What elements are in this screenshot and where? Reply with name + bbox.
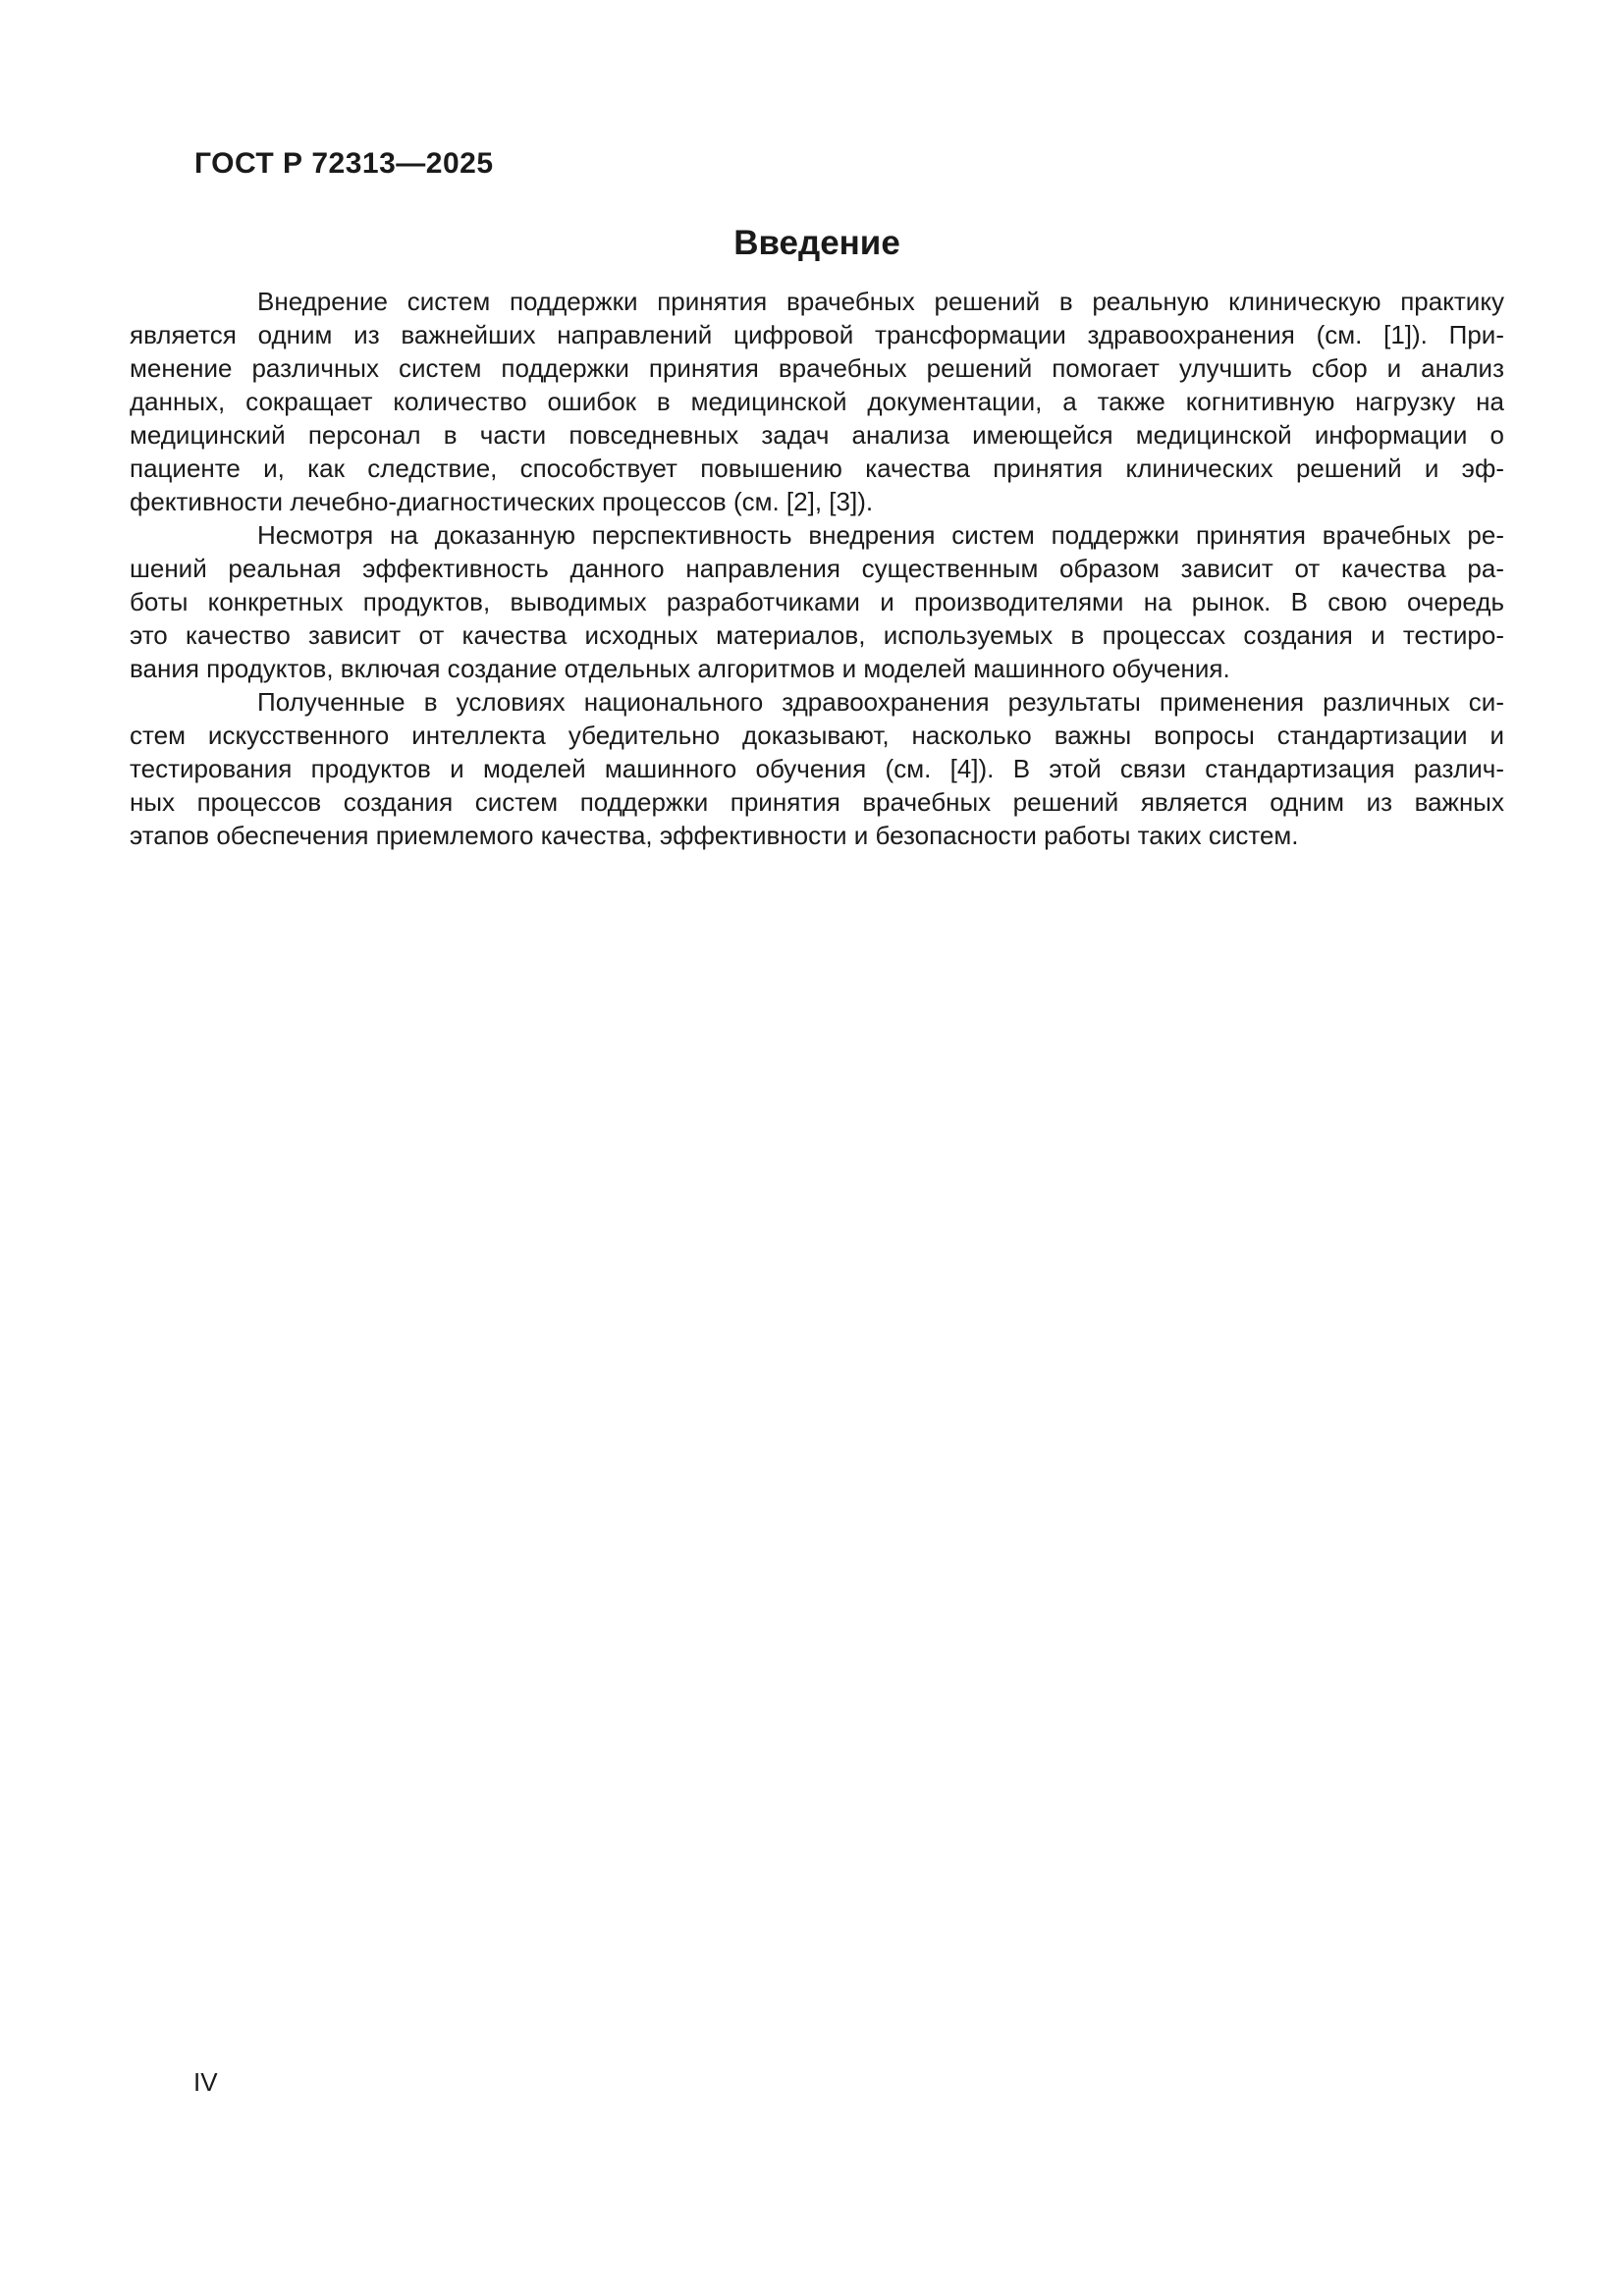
- section-title: Введение: [733, 224, 900, 262]
- text-line: Полученные в условиях национального здравоохранения результаты применения различных си-: [257, 687, 1504, 717]
- text-line: это качество зависит от качества исходных материалов, используемых в процессах создания и тестиро-: [130, 620, 1504, 650]
- document-code-header: ГОСТ Р 72313—2025: [194, 147, 494, 180]
- text-line: стем искусственного интеллекта убедительно доказывают, насколько важны вопросы стандартизации и: [130, 721, 1504, 750]
- text-line: Несмотря на доказанную перспективность внедрения систем поддержки принятия врачебных ре-: [257, 520, 1504, 550]
- content-column: [130, 224, 1504, 852]
- text-line: является одним из важнейших направлений цифровой трансформации здравоохранения (см. [1]). При-: [130, 320, 1504, 349]
- text-line: медицинский персонал в части повседневных задач анализа имеющейся медицинской информации о: [130, 420, 1504, 450]
- text-line: тестирования продуктов и моделей машинного обучения (см. [4]). В этой связи стандартизация различ-: [130, 754, 1504, 783]
- text-line: фективности лечебно-диагностических процессов (см. [2], [3]).: [130, 487, 874, 516]
- text-line: вания продуктов, включая создание отдельных алгоритмов и моделей машинного обучения.: [130, 654, 1230, 683]
- text-line: этапов обеспечения приемлемого качества, эффективности и безопасности работы таких систем.: [130, 821, 1299, 850]
- text-line: шений реальная эффективность данного направления существенным образом зависит от качества ра-: [130, 554, 1504, 583]
- text-line: менение различных систем поддержки принятия врачебных решений помогает улучшить сбор и анализ: [130, 353, 1504, 383]
- text-line: Внедрение систем поддержки принятия врачебных решений в реальную клиническую практику: [257, 287, 1504, 316]
- text-line: боты конкретных продуктов, выводимых разработчиками и производителями на рынок. В свою очередь: [130, 587, 1504, 616]
- introduction-body: [130, 285, 1504, 852]
- text-line: ных процессов создания систем поддержки принятия врачебных решений является одним из важных: [130, 787, 1504, 817]
- page-number: IV: [193, 2067, 218, 2097]
- text-line: данных, сокращает количество ошибок в медицинской документации, а также когнитивную нагрузку на: [130, 387, 1504, 416]
- text-line: пациенте и, как следствие, способствует повышению качества принятия клинических решений и эф-: [130, 454, 1504, 483]
